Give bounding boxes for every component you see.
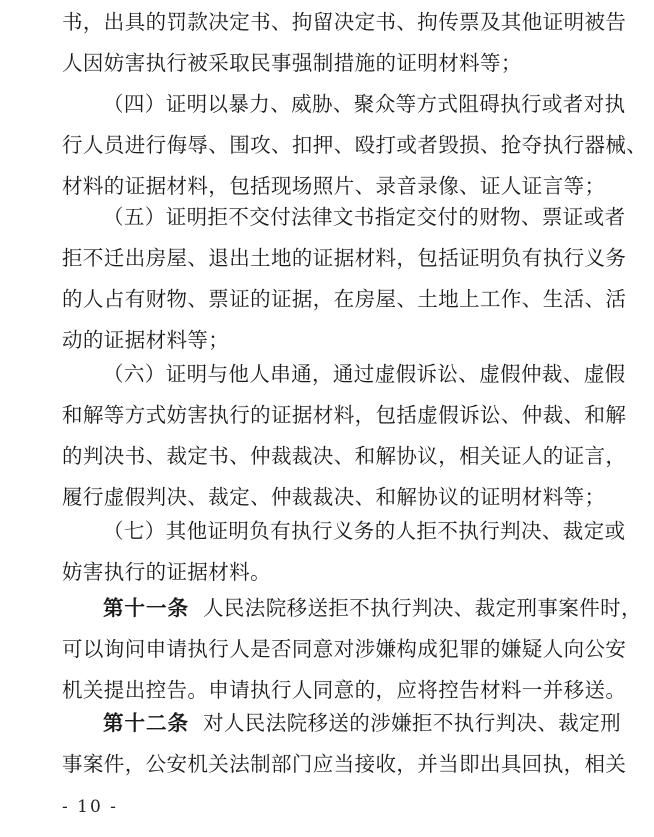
text-line: 妨害执行的证据材料。 [62, 560, 271, 584]
text-line: 的判决书、裁定书、仲裁裁决、和解协议，相关证人的证言， [62, 444, 627, 468]
paragraph-continuation [62, 2, 627, 84]
text-line: 机关提出控告。申请执行人同意的，应将控告材料一并移送。 [62, 678, 627, 702]
text-line: 行人员进行侮辱、围攻、扣押、殴打或者毁损、抢夺执行器械、 [62, 133, 648, 157]
paragraph-item-5 [62, 197, 627, 361]
text-line: （六）证明与他人串通，通过虚假诉讼、虚假仲裁、虚假 [103, 362, 626, 386]
text-line: 的人占有财物、票证的证据，在房屋、土地上工作、生活、活 [62, 287, 627, 311]
text-line: 可以询问申请执行人是否同意对涉嫌构成犯罪的嫌疑人向公安 [62, 637, 627, 661]
text-line: 拒不迁出房屋、退出土地的证据材料，包括证明负有执行义务 [62, 246, 627, 270]
text-line: 动的证据材料等； [62, 328, 230, 352]
text-line: （四）证明以暴力、威胁、聚众等方式阻碍执行或者对执 [103, 92, 626, 116]
text-line-content: 对人民法院移送的涉嫌拒不执行判决、裁定刑 [203, 711, 621, 735]
text-line [62, 588, 642, 629]
paragraph-item-4 [62, 84, 648, 207]
text-line: （七）其他证明负有执行义务的人拒不执行判决、裁定或 [103, 519, 626, 543]
text-line: 书，出具的罚款决定书、拘留决定书、拘传票及其他证明被告 [62, 10, 627, 34]
article-number: 第十二条 [103, 711, 189, 735]
paragraph-article-11 [62, 588, 642, 711]
text-line: 人因妨害执行被采取民事强制措施的证明材料等； [62, 51, 522, 75]
article-number: 第十一条 [103, 596, 189, 620]
paragraph-item-7 [62, 511, 626, 593]
text-line-content: 人民法院移送拒不执行判决、裁定刑事案件时， [203, 596, 642, 620]
page-number: - 10 - [62, 797, 118, 817]
paragraph-item-6 [62, 354, 627, 518]
text-line: （五）证明拒不交付法律文书指定交付的财物、票证或者 [103, 205, 626, 229]
text-line: 和解等方式妨害执行的证据材料，包括虚假诉讼、仲裁、和解 [62, 403, 627, 427]
text-line: 事案件，公安机关法制部门应当接收，并当即出具回执，相关 [62, 752, 627, 776]
paragraph-article-12 [62, 703, 627, 785]
text-line: 材料的证据材料，包括现场照片、录音录像、证人证言等； [62, 174, 606, 198]
text-line: 履行虚假判决、裁定、仲裁裁决、和解协议的证明材料等； [62, 485, 606, 509]
text-line [62, 703, 621, 744]
